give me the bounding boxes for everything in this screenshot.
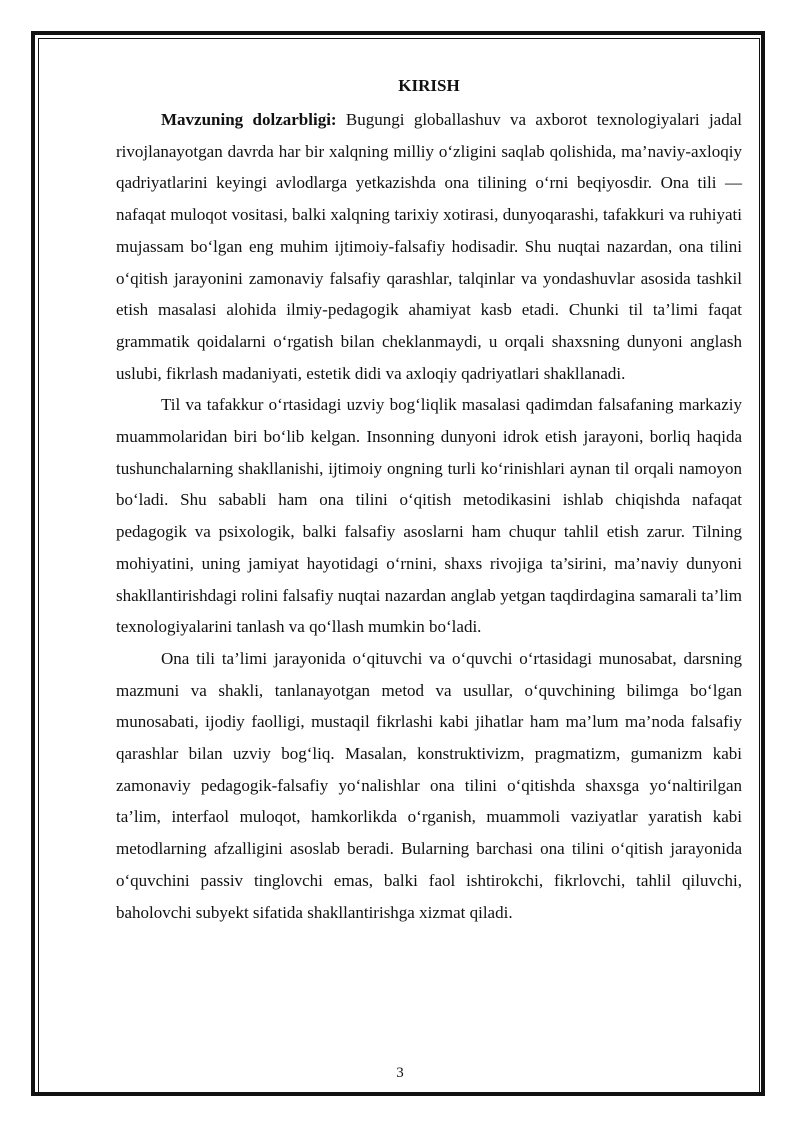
- paragraph-text: Til va tafakkur o‘rtasidagi uzviy bog‘liqlik masalasi qadimdan falsafaning markaziy muammolaridan biri bo‘lib kelgan. Insonning dunyoni idrok etish jarayoni, borliq haqida tushunchalarning shakllanishi, ijtimoiy ongning turli ko‘rinishlari aynan til orqali namoyon bo‘ladi. Shu sababli ham ona tilini o‘qitish metodikasini ishlab chiqishda nafaqat pedagogik va psixologik, balki falsafiy asoslarni ham chuqur tahlil etish zarur. Tilning mohiyatini, uning jamiyat hayotidagi o‘rnini, shaxs rivojiga ta’sirini, ma’naviy dunyoni shakllantirishdagi rolini falsafiy nuqtai nazardan anglab yetgan taqdirdagina samarali ta’lim texnologiyalarini tanlash va qo‘llash mumkin bo‘ladi.: [116, 395, 742, 637]
- section-heading: KIRISH: [398, 76, 460, 95]
- paragraph-relevance: [116, 104, 742, 389]
- page-number: 3: [396, 1065, 404, 1081]
- paragraph-teaching-process: [116, 643, 742, 928]
- paragraph-text: Bugungi globallashuv va axborot texnologiyalari jadal rivojlanayotgan davrda har bir xalqning milliy o‘zligini saqlab qolishida, ma’naviy-axloqiy qadriyatlarini keyingi avlodlarga yetkazishda ona tilining o‘rni beqiyosdir. Ona tili — nafaqat muloqot vositasi, balki xalqning tarixiy xotirasi, dunyoqarashi, tafakkuri va ruhiyati mujassam bo‘lgan eng muhim ijtimoiy-falsafiy hodisadir. Shu nuqtai nazardan, ona tilini o‘qitish jarayonini zamonaviy falsafiy qarashlar, talqinlar va yondashuvlar asosida tashkil etish masalasi alohida ilmiy-pedagogik ahamiyat kasb etadi. Chunki til ta’limi faqat grammatik qoidalarni o‘rgatish bilan cheklanmaydi, u orqali shaxsning dunyoni anglash uslubi, fikrlash madaniyati, estetik didi va axloqiy qadriyatlari shakllanadi.: [116, 110, 742, 383]
- paragraph-language-thought: [116, 389, 742, 643]
- document-body: [116, 72, 742, 928]
- paragraph-lead: Mavzuning dolzarbligi:: [161, 110, 337, 129]
- paragraph-text: Ona tili ta’limi jarayonida o‘qituvchi va o‘quvchi o‘rtasidagi munosabat, darsning mazmuni va shakli, tanlanayotgan metod va usullar, o‘quvchining bilimga bo‘lgan munosabati, ijodiy faolligi, mustaqil fikrlashi kabi jihatlar ham ma’lum ma’noda falsafiy qarashlar bilan uzviy bog‘liq. Masalan, konstruktivizm, pragmatizm, gumanizm kabi zamonaviy pedagogik-falsafiy yo‘nalishlar ona tilini o‘qitishda shaxsga yo‘naltirilgan ta’lim, interfaol muloqot, hamkorlikda o‘rganish, muammoli vaziyatlar yaratish kabi metodlarning afzalligini asoslab beradi. Bularning barchasi ona tilini o‘qitish jarayonida o‘quvchini passiv tinglovchi emas, balki faol ishtirokchi, fikrlovchi, tahlil qiluvchi, baholovchi subyekt sifatida shakllantirishga xizmat qiladi.: [116, 648, 742, 922]
